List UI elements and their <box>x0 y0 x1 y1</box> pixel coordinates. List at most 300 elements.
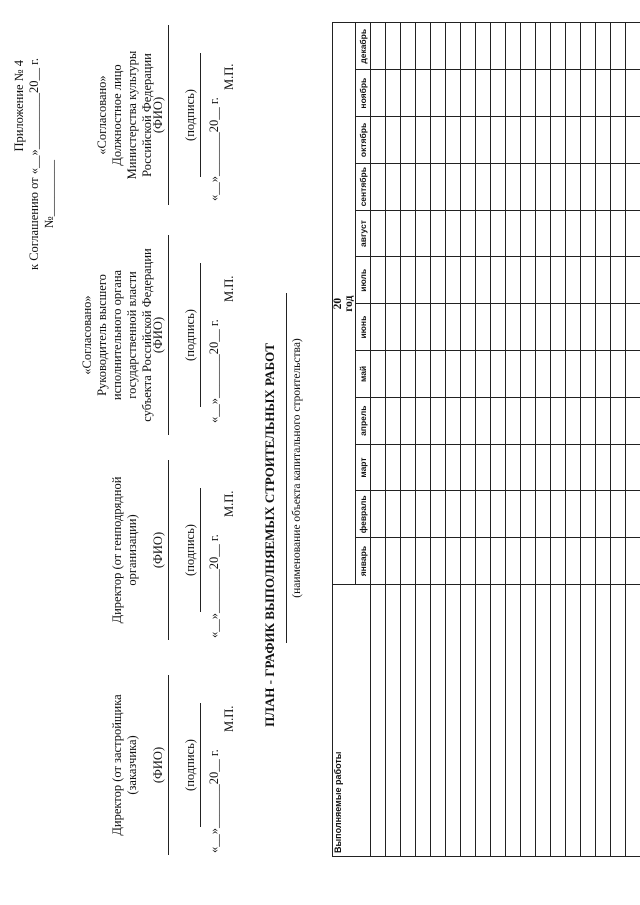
signatory-title-line: Руководитель высшего <box>95 274 109 396</box>
month-cell <box>371 117 386 164</box>
month-cell <box>461 257 476 304</box>
table-row <box>401 23 416 857</box>
month-cell <box>536 257 551 304</box>
month-header: август <box>356 210 371 257</box>
signature-line <box>200 488 201 612</box>
month-cell <box>431 304 446 351</box>
month-header: октябрь <box>356 117 371 164</box>
month-cell <box>626 210 640 257</box>
table-row <box>551 23 566 857</box>
month-cell <box>536 351 551 398</box>
month-header: декабрь <box>356 23 371 70</box>
month-cell <box>581 23 596 70</box>
work-cell <box>401 585 416 857</box>
month-cell <box>596 351 611 398</box>
month-cell <box>581 538 596 585</box>
signatory-title-line: Директор (от застройщика <box>110 694 124 836</box>
month-cell <box>536 23 551 70</box>
month-cell <box>536 444 551 491</box>
month-cell <box>626 397 640 444</box>
month-cell <box>506 257 521 304</box>
month-cell <box>491 491 506 538</box>
work-cell <box>371 585 386 857</box>
month-cell <box>506 70 521 117</box>
table-row <box>521 23 536 857</box>
table-row <box>476 23 491 857</box>
month-cell <box>566 397 581 444</box>
month-cell <box>536 163 551 210</box>
fio-caption: (ФИО) <box>151 96 165 134</box>
signatory-title-line: Должностное лицо <box>110 64 124 166</box>
month-cell <box>461 538 476 585</box>
month-header: сентябрь <box>356 163 371 210</box>
month-cell <box>551 257 566 304</box>
month-cell <box>431 257 446 304</box>
signatory-title-line: организации) <box>125 514 139 586</box>
appendix-agreement: к Соглашению от «__»_________20__ г. <box>27 58 41 270</box>
signatory-block <box>0 25 250 205</box>
month-cell <box>551 210 566 257</box>
month-cell <box>386 257 401 304</box>
month-cell <box>386 70 401 117</box>
month-cell <box>611 444 626 491</box>
month-cell <box>446 210 461 257</box>
month-cell <box>461 70 476 117</box>
month-cell <box>386 491 401 538</box>
month-cell <box>371 163 386 210</box>
month-cell <box>551 304 566 351</box>
month-cell <box>401 538 416 585</box>
month-cell <box>386 23 401 70</box>
month-cell <box>476 163 491 210</box>
month-cell <box>506 23 521 70</box>
month-cell <box>566 163 581 210</box>
table-row <box>446 23 461 857</box>
month-cell <box>416 163 431 210</box>
month-cell <box>461 397 476 444</box>
month-cell <box>386 397 401 444</box>
month-cell <box>386 351 401 398</box>
month-cell <box>491 538 506 585</box>
month-cell <box>626 70 640 117</box>
month-header: май <box>356 351 371 398</box>
month-cell <box>476 444 491 491</box>
object-caption: (наименование объекта капитального строительства) <box>291 338 303 598</box>
month-cell <box>536 538 551 585</box>
month-cell <box>626 163 640 210</box>
month-cell <box>596 397 611 444</box>
fio-line <box>168 235 169 435</box>
month-cell <box>566 491 581 538</box>
month-cell <box>461 210 476 257</box>
month-cell <box>566 210 581 257</box>
month-cell <box>461 23 476 70</box>
month-cell <box>611 491 626 538</box>
work-cell <box>476 585 491 857</box>
month-cell <box>461 491 476 538</box>
month-cell <box>551 491 566 538</box>
month-cell <box>386 444 401 491</box>
month-cell <box>476 23 491 70</box>
works-header: Выполняемые работы <box>333 585 371 857</box>
fio-line <box>168 460 169 640</box>
signatory-title-line: (заказчика) <box>125 735 139 795</box>
month-cell <box>431 491 446 538</box>
work-cell <box>521 585 536 857</box>
month-cell <box>626 257 640 304</box>
month-cell <box>536 70 551 117</box>
table-row <box>596 23 611 857</box>
month-cell <box>596 257 611 304</box>
month-cell <box>416 304 431 351</box>
table-row <box>431 23 446 857</box>
month-cell <box>461 304 476 351</box>
month-cell <box>596 70 611 117</box>
month-cell <box>566 23 581 70</box>
month-cell <box>506 117 521 164</box>
month-cell <box>596 444 611 491</box>
stamp-mark: М.П. <box>222 63 236 90</box>
month-cell <box>536 491 551 538</box>
month-cell <box>506 210 521 257</box>
fio-caption: (ФИО) <box>151 531 165 569</box>
month-cell <box>431 538 446 585</box>
signatory-title-line: субъекта Российской Федерации <box>140 248 154 422</box>
month-cell <box>446 491 461 538</box>
month-cell <box>536 304 551 351</box>
month-cell <box>521 23 536 70</box>
signatory-title-line: Министерства культуры <box>125 50 139 180</box>
month-header: ноябрь <box>356 70 371 117</box>
month-cell <box>551 70 566 117</box>
signature-line <box>200 53 201 177</box>
object-name-line <box>286 293 287 643</box>
month-cell <box>476 70 491 117</box>
work-cell <box>581 585 596 857</box>
month-cell <box>446 163 461 210</box>
month-cell <box>416 117 431 164</box>
month-cell <box>521 351 536 398</box>
month-cell <box>401 163 416 210</box>
month-cell <box>461 444 476 491</box>
month-cell <box>521 538 536 585</box>
month-cell <box>626 491 640 538</box>
month-cell <box>521 257 536 304</box>
month-header: март <box>356 444 371 491</box>
month-cell <box>566 351 581 398</box>
month-cell <box>371 491 386 538</box>
fio-caption: (ФИО) <box>151 316 165 354</box>
month-cell <box>611 117 626 164</box>
signature-caption: (подпись) <box>183 309 197 361</box>
month-cell <box>401 351 416 398</box>
month-cell <box>536 397 551 444</box>
month-cell <box>386 163 401 210</box>
month-cell <box>506 304 521 351</box>
month-cell <box>371 444 386 491</box>
month-cell <box>521 117 536 164</box>
table-row <box>491 23 506 857</box>
month-cell <box>566 304 581 351</box>
month-cell <box>461 163 476 210</box>
month-cell <box>566 257 581 304</box>
work-cell <box>416 585 431 857</box>
month-cell <box>611 538 626 585</box>
month-cell <box>386 210 401 257</box>
month-cell <box>371 397 386 444</box>
month-cell <box>371 304 386 351</box>
month-cell <box>371 70 386 117</box>
month-cell <box>596 117 611 164</box>
month-cell <box>491 397 506 444</box>
month-cell <box>416 538 431 585</box>
work-cell <box>596 585 611 857</box>
month-cell <box>581 70 596 117</box>
month-cell <box>566 70 581 117</box>
month-cell <box>401 444 416 491</box>
work-cell <box>551 585 566 857</box>
month-cell <box>536 210 551 257</box>
signatory-title-line: государственной власти <box>125 271 139 399</box>
month-cell <box>611 70 626 117</box>
month-cell <box>521 491 536 538</box>
month-cell <box>566 117 581 164</box>
table-row <box>611 23 626 857</box>
month-cell <box>491 117 506 164</box>
signature-caption: (подпись) <box>183 739 197 791</box>
month-cell <box>521 163 536 210</box>
table-row <box>461 23 476 857</box>
month-cell <box>431 23 446 70</box>
month-header: июль <box>356 257 371 304</box>
month-cell <box>386 117 401 164</box>
month-cell <box>491 444 506 491</box>
month-header: июнь <box>356 304 371 351</box>
month-cell <box>626 304 640 351</box>
month-cell <box>551 117 566 164</box>
work-cell <box>626 585 640 857</box>
table-row <box>506 23 521 857</box>
month-cell <box>401 117 416 164</box>
month-cell <box>491 70 506 117</box>
fio-caption: (ФИО) <box>151 746 165 784</box>
month-cell <box>401 70 416 117</box>
month-cell <box>506 444 521 491</box>
month-cell <box>416 491 431 538</box>
month-cell <box>611 351 626 398</box>
year-header <box>333 23 356 585</box>
signatory-block <box>0 235 250 435</box>
year-header-label: год <box>343 295 355 312</box>
work-cell <box>491 585 506 857</box>
month-cell <box>521 70 536 117</box>
month-cell <box>476 491 491 538</box>
appendix-title: Приложение № 4 <box>12 60 26 152</box>
month-cell <box>446 23 461 70</box>
month-cell <box>581 444 596 491</box>
month-cell <box>416 444 431 491</box>
month-cell <box>476 351 491 398</box>
month-header: февраль <box>356 491 371 538</box>
month-cell <box>401 304 416 351</box>
month-cell <box>596 304 611 351</box>
month-cell <box>611 304 626 351</box>
work-cell <box>506 585 521 857</box>
month-cell <box>581 210 596 257</box>
month-header: апрель <box>356 397 371 444</box>
month-cell <box>581 351 596 398</box>
month-cell <box>506 163 521 210</box>
month-cell <box>476 397 491 444</box>
month-cell <box>431 210 446 257</box>
month-cell <box>431 163 446 210</box>
month-cell <box>506 538 521 585</box>
signatory-title-line: «Согласовано» <box>80 295 94 375</box>
month-cell <box>446 70 461 117</box>
month-cell <box>506 351 521 398</box>
month-cell <box>371 23 386 70</box>
month-cell <box>611 23 626 70</box>
schedule-table <box>332 22 640 857</box>
month-cell <box>581 397 596 444</box>
work-cell <box>431 585 446 857</box>
table-row <box>581 23 596 857</box>
month-cell <box>401 257 416 304</box>
month-cell <box>491 163 506 210</box>
fio-line <box>168 675 169 855</box>
month-cell <box>626 351 640 398</box>
month-cell <box>506 397 521 444</box>
signatory-title-line: исполнительного органа <box>110 269 124 401</box>
month-cell <box>521 210 536 257</box>
month-cell <box>476 538 491 585</box>
month-cell <box>371 210 386 257</box>
table-row <box>536 23 551 857</box>
month-cell <box>431 117 446 164</box>
month-cell <box>416 210 431 257</box>
fio-line <box>168 25 169 205</box>
month-cell <box>536 117 551 164</box>
month-cell <box>521 397 536 444</box>
month-cell <box>476 210 491 257</box>
month-cell <box>626 538 640 585</box>
month-cell <box>626 444 640 491</box>
table-row <box>371 23 386 857</box>
month-cell <box>551 444 566 491</box>
month-cell <box>431 444 446 491</box>
month-cell <box>446 304 461 351</box>
month-cell <box>611 163 626 210</box>
month-cell <box>401 23 416 70</box>
month-cell <box>491 23 506 70</box>
month-cell <box>446 538 461 585</box>
stamp-mark: М.П. <box>222 705 236 732</box>
work-cell <box>566 585 581 857</box>
month-cell <box>551 538 566 585</box>
month-cell <box>431 351 446 398</box>
table-row <box>626 23 640 857</box>
month-cell <box>401 397 416 444</box>
month-cell <box>596 538 611 585</box>
month-cell <box>386 538 401 585</box>
month-cell <box>446 397 461 444</box>
month-cell <box>581 491 596 538</box>
month-cell <box>371 538 386 585</box>
month-cell <box>611 397 626 444</box>
work-cell <box>446 585 461 857</box>
month-cell <box>416 257 431 304</box>
month-cell <box>446 117 461 164</box>
month-cell <box>461 117 476 164</box>
month-cell <box>626 23 640 70</box>
stamp-mark: М.П. <box>222 275 236 302</box>
appendix-number: №_________ <box>42 160 56 229</box>
date-field: «__»_______20__ г. <box>207 534 221 638</box>
month-cell <box>551 397 566 444</box>
month-cell <box>461 351 476 398</box>
month-cell <box>371 257 386 304</box>
month-cell <box>581 163 596 210</box>
month-cell <box>521 444 536 491</box>
month-cell <box>596 163 611 210</box>
work-cell <box>461 585 476 857</box>
table-row <box>566 23 581 857</box>
signatory-block <box>0 460 250 640</box>
month-cell <box>566 444 581 491</box>
month-cell <box>386 304 401 351</box>
month-cell <box>551 351 566 398</box>
month-cell <box>521 304 536 351</box>
month-cell <box>581 117 596 164</box>
month-cell <box>401 491 416 538</box>
month-cell <box>476 117 491 164</box>
month-cell <box>506 491 521 538</box>
signature-caption: (подпись) <box>183 89 197 141</box>
signatory-title-line: Российской Федерации <box>140 53 154 177</box>
signature-caption: (подпись) <box>183 524 197 576</box>
month-cell <box>446 444 461 491</box>
month-cell <box>431 397 446 444</box>
month-header: январь <box>356 538 371 585</box>
month-cell <box>476 257 491 304</box>
month-cell <box>611 210 626 257</box>
signatory-block <box>0 675 250 855</box>
month-cell <box>431 70 446 117</box>
month-cell <box>446 351 461 398</box>
date-field: «__»_______20__ г. <box>207 97 221 201</box>
month-cell <box>596 23 611 70</box>
month-cell <box>476 304 491 351</box>
date-field: «__»_______20__ г. <box>207 749 221 853</box>
signature-line <box>200 263 201 407</box>
signature-line <box>200 703 201 827</box>
month-cell <box>611 257 626 304</box>
month-cell <box>491 304 506 351</box>
month-cell <box>446 257 461 304</box>
month-cell <box>566 538 581 585</box>
month-cell <box>401 210 416 257</box>
month-cell <box>491 210 506 257</box>
month-cell <box>371 351 386 398</box>
work-cell <box>536 585 551 857</box>
month-cell <box>596 491 611 538</box>
year-header-number: 20 <box>332 297 344 310</box>
month-cell <box>596 210 611 257</box>
date-field: «__»_______20__ г. <box>207 319 221 423</box>
work-cell <box>611 585 626 857</box>
month-cell <box>416 351 431 398</box>
table-row <box>386 23 401 857</box>
